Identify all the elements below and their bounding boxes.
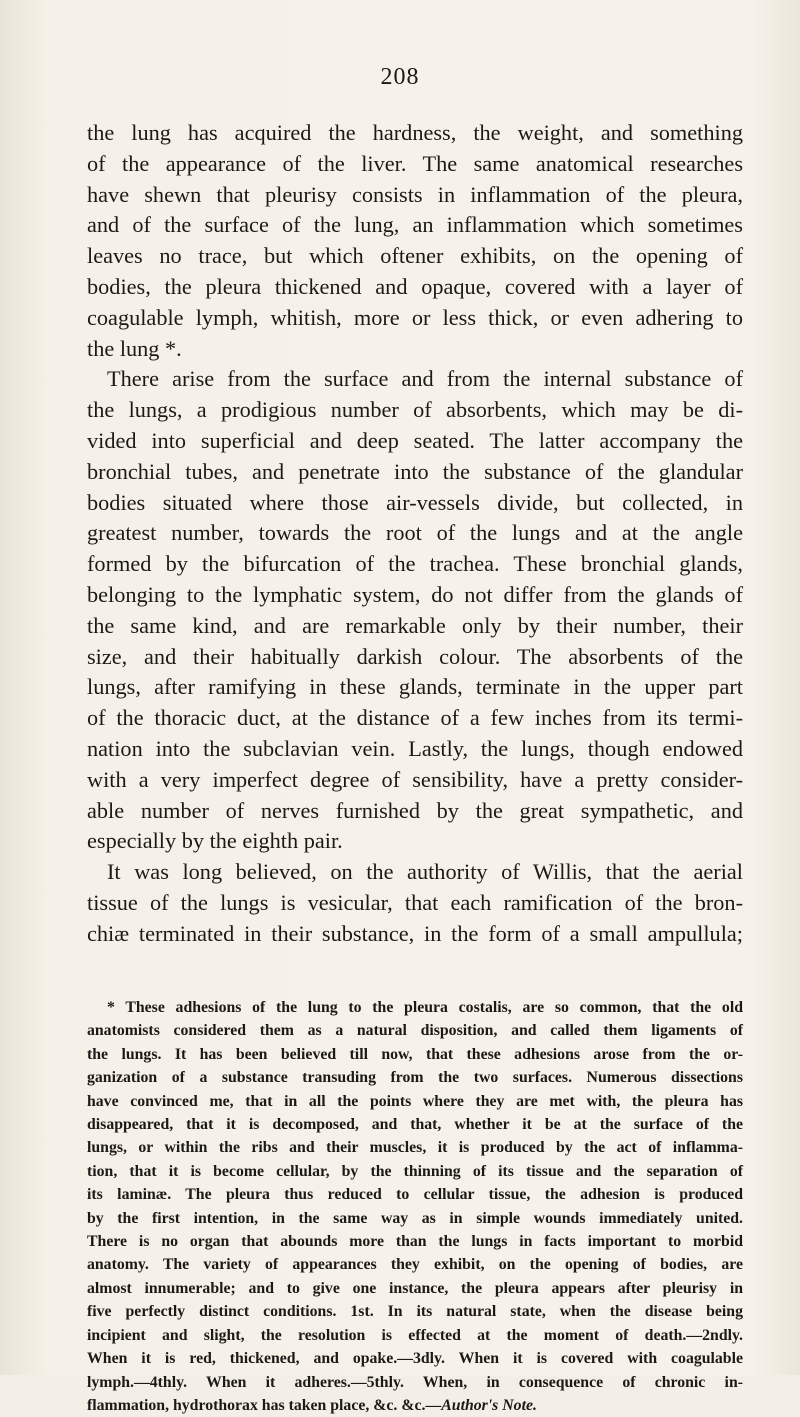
text-line: coagulable lymph, whitish, more or less thick, or even adhering to bbox=[87, 304, 743, 330]
text-line: the lung *. bbox=[87, 335, 182, 361]
footnote-line: lymph.—4thly. When it adheres.—5thly. When, in consequence of chronic in- bbox=[87, 1373, 743, 1391]
text-line: It was long believed, on the authority of Willis, that the aerial bbox=[107, 859, 743, 885]
footnote-line: lungs, or within the ribs and their muscles, it is produced by the act of inflamma- bbox=[87, 1139, 743, 1157]
text-line: able number of nerves furnished by the great sympathetic, and bbox=[87, 797, 743, 823]
text-line: the lung has acquired the hardness, the weight, and something bbox=[87, 120, 743, 145]
text-line: tissue of the lungs is vesicular, that each ramification of the bron- bbox=[87, 889, 743, 915]
footnote-line: tion, that it is become cellular, by the thinning of its tissue and the separation of bbox=[87, 1162, 743, 1180]
footnote-attribution: Author's Note. bbox=[441, 1396, 537, 1414]
footnote-line: have convinced me, that in all the points where they are met with, the pleura has bbox=[87, 1092, 743, 1110]
text-line: greatest number, towards the root of the lungs and at the angle bbox=[87, 520, 743, 546]
text-line: have shewn that pleurisy consists in inflammation of the pleura, bbox=[87, 181, 743, 207]
text-line: bronchial tubes, and penetrate into the substance of the glandular bbox=[87, 458, 743, 484]
text-line: the lungs, a prodigious number of absorbents, which may be di- bbox=[87, 397, 743, 423]
footnote-text: flammation, hydrothorax has taken place, &c. &c.— bbox=[87, 1396, 442, 1414]
footnote-line: anatomists considered them as a natural disposition, and called them ligaments of bbox=[87, 1022, 743, 1040]
page-number: 208 bbox=[380, 64, 420, 90]
footnote-line: its laminæ. The pleura thus reduced to cellular tissue, the adhesion is produced bbox=[87, 1186, 743, 1204]
footnote bbox=[87, 996, 743, 1417]
text-line: with a very imperfect degree of sensibility, have a pretty consider- bbox=[87, 766, 743, 792]
footnote-line: anatomy. The variety of appearances they exhibit, on the opening of bodies, are bbox=[87, 1256, 743, 1274]
footnote-line: When it is red, thickened, and opake.—3dly. When it is covered with coagulable bbox=[87, 1350, 743, 1368]
text-line: bodies situated where those air-vessels divide, but collected, in bbox=[87, 489, 743, 515]
footnote-line: * These adhesions of the lung to the pleura costalis, are so common, that the old bbox=[107, 999, 743, 1016]
text-line: especially by the eighth pair. bbox=[87, 828, 343, 854]
text-line: chiæ terminated in their substance, in the form of a small ampullula; bbox=[87, 920, 743, 946]
text-line: formed by the bifurcation of the trachea. These bronchial glands, bbox=[87, 551, 743, 577]
text-line: nation into the subclavian vein. Lastly, the lungs, though endowed bbox=[87, 735, 743, 761]
text-line: the same kind, and are remarkable only by their number, their bbox=[87, 612, 743, 638]
text-line: of the thoracic duct, at the distance of a few inches from its termi- bbox=[87, 705, 743, 731]
footnote-line: the lungs. It has been believed till now, that these adhesions arose from the or- bbox=[87, 1045, 743, 1063]
footnote-line: by the first intention, in the same way as in simple wounds immediately united. bbox=[87, 1209, 743, 1227]
text-line: of the appearance of the liver. The same anatomical researches bbox=[87, 150, 743, 176]
footnote-line: ganization of a substance transuding from the two surfaces. Numerous dissections bbox=[87, 1069, 743, 1087]
text-line: vided into superficial and deep seated. The latter accompany the bbox=[87, 427, 743, 453]
footnote-line: There is no organ that abounds more than the lungs in facts important to morbid bbox=[87, 1233, 743, 1251]
footnote-line-final bbox=[87, 1394, 743, 1417]
footnote-line: five perfectly distinct conditions. 1st. In its natural state, when the disease being bbox=[87, 1303, 743, 1321]
text-line: belonging to the lymphatic system, do not differ from the glands of bbox=[87, 581, 743, 607]
text-line: leaves no trace, but which oftener exhibits, on the opening of bbox=[87, 243, 743, 269]
main-text bbox=[87, 118, 743, 950]
text-line: lungs, after ramifying in these glands, terminate in the upper part bbox=[87, 674, 743, 700]
footnote-line: incipient and slight, the resolution is effected at the moment of death.—2ndly. bbox=[87, 1326, 743, 1344]
footnote-line: almost innumerable; and to give one instance, the pleura appears after pleurisy in bbox=[87, 1279, 743, 1297]
text-line: bodies, the pleura thickened and opaque, covered with a layer of bbox=[87, 273, 743, 299]
text-line: There arise from the surface and from the internal substance of bbox=[107, 366, 743, 392]
text-line: size, and their habitually darkish colour. The absorbents of the bbox=[87, 643, 743, 669]
text-line: and of the surface of the lung, an inflammation which sometimes bbox=[87, 212, 743, 238]
footnote-line: disappeared, that it is decomposed, and that, whether it be at the surface of the bbox=[87, 1116, 743, 1134]
